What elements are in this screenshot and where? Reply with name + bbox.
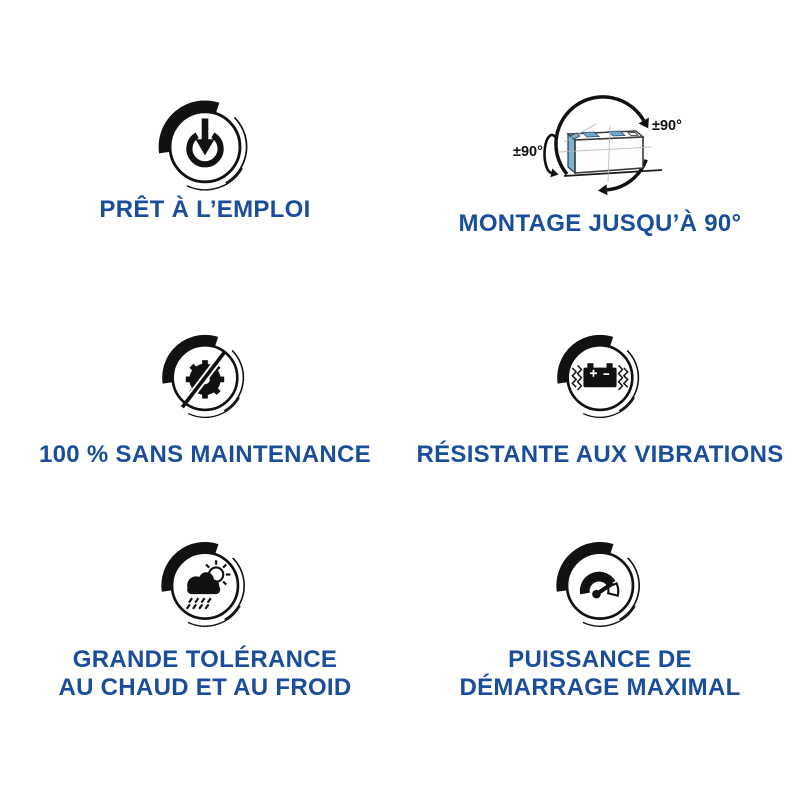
battery-rotation-icon: [500, 88, 700, 198]
feature-caption: [459, 210, 742, 238]
feature-caption: [39, 441, 371, 469]
caption-line: AU CHAUD ET AU FROID: [58, 674, 352, 701]
caption-line: DÉMARRAGE MAXIMAL: [459, 674, 741, 701]
feature-caption: [416, 441, 783, 469]
power-down-arrow-icon: [153, 92, 257, 196]
feature-caption: [58, 646, 351, 702]
feature-mount-up-to-90: [420, 88, 780, 238]
angle-label-left: ±90°: [513, 144, 543, 160]
caption-line: RÉSISTANTE AUX VIBRATIONS: [416, 441, 784, 468]
caption-line: PUISSANCE DE: [508, 646, 692, 673]
feature-vibration-resistant: [416, 327, 784, 469]
caption-line: GRANDE TOLÉRANCE: [72, 646, 338, 673]
feature-ready-to-use: [30, 92, 380, 224]
caption-line: PRÊT À L’EMPLOI: [99, 196, 311, 223]
feature-max-cranking-power: [420, 534, 780, 702]
gauge-icon: [551, 534, 649, 632]
feature-caption: [99, 196, 310, 224]
feature-caption: [459, 646, 740, 702]
angle-label-right: ±90°: [652, 118, 682, 134]
feature-maintenance-free: [30, 327, 380, 469]
feature-heat-and-cold-tolerance: [30, 534, 380, 702]
caption-line: 100 % SANS MAINTENANCE: [39, 441, 371, 468]
crossed-gear-icon: [157, 327, 253, 423]
caption-line: MONTAGE JUSQU’À 90°: [458, 210, 742, 237]
vibrating-battery-icon: [552, 327, 648, 423]
sun-cloud-rain-icon: [156, 534, 254, 632]
